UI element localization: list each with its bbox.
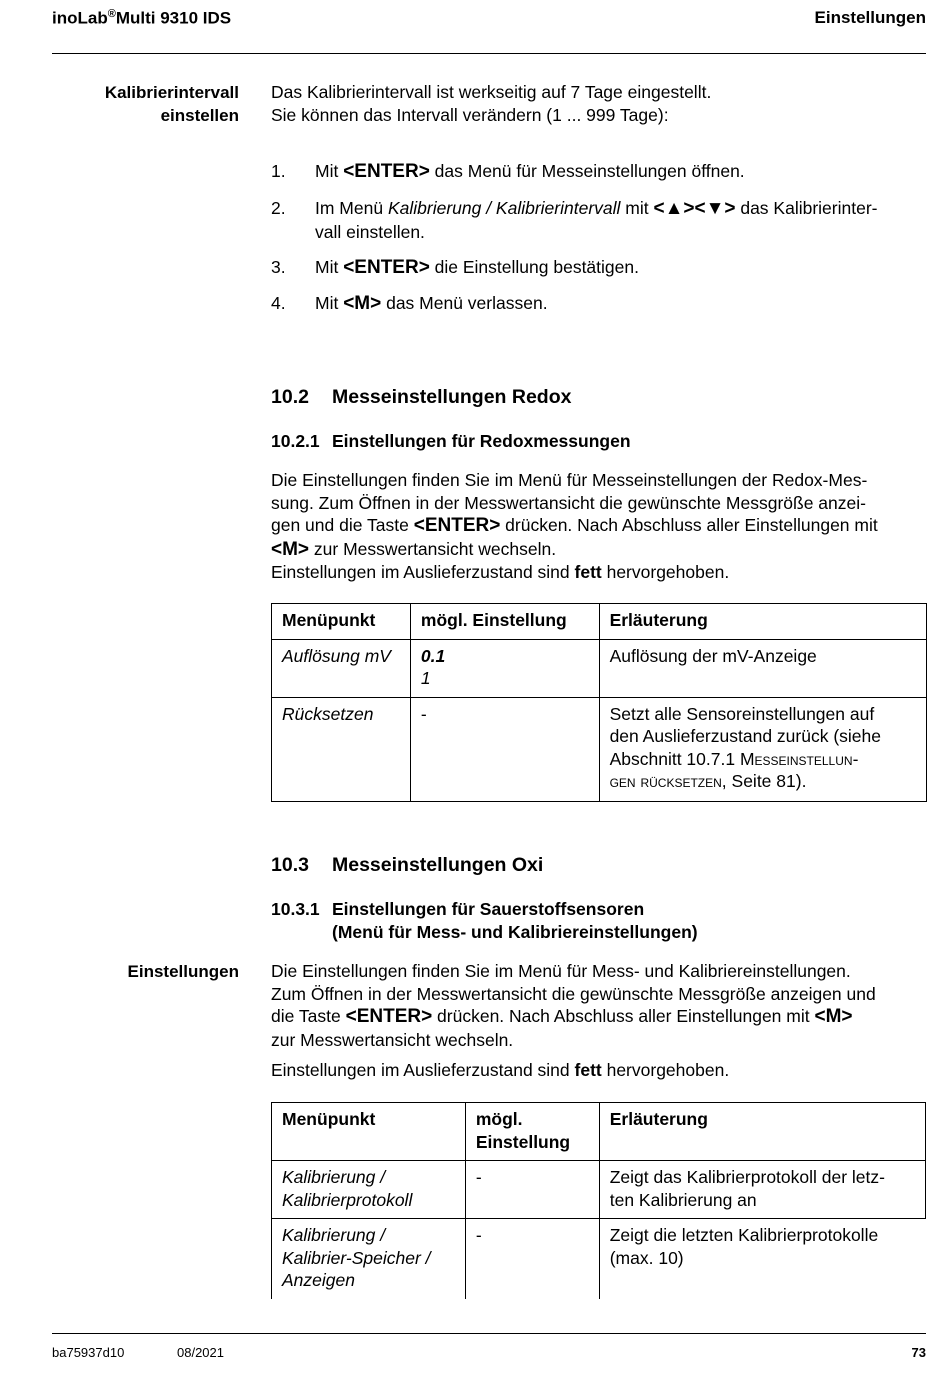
col-header: Menüpunkt	[272, 604, 411, 640]
key-enter: <ENTER>	[343, 257, 430, 278]
side-label-calib-interval: Kalibrierintervall einstellen	[104, 83, 239, 125]
footer-date: 08/2021	[177, 1345, 224, 1360]
menu-item-cell: Rücksetzen	[272, 697, 411, 801]
description-cell: Zeigt das Kalibrierprotokoll der letz- ten Kalibrierung an	[599, 1161, 925, 1219]
menu-item-cell: Kalibrierung / Kalibrierprotokoll	[272, 1161, 466, 1219]
table-row	[272, 1161, 926, 1219]
heading-10-3-1: 10.3.1 Einstellungen für Sauerstoffsensoren (Menü für Mess- und Kalibriereinstellungen)	[271, 899, 698, 942]
col-header: Erläuterung	[599, 604, 926, 640]
menu-item-cell: Kalibrierung / Kalibrier-Speicher / Anzeigen	[272, 1219, 466, 1299]
header-rule	[52, 53, 926, 54]
menu-item-cell: Auflösung mV	[272, 639, 411, 697]
key-enter: <ENTER>	[343, 161, 430, 182]
key-arrows: <▲><▼>	[653, 198, 736, 219]
calib-intro: Das Kalibrierintervall ist werkseitig auf 7 Tage eingestellt. Sie können das Intervall verändern (1 ... 999 Tage):	[271, 82, 712, 125]
col-header: Erläuterung	[599, 1103, 925, 1161]
heading-10-3: 10.3 Messeinstellungen Oxi	[271, 854, 544, 876]
footer-page-number: 73	[911, 1345, 926, 1360]
key-m: <M>	[343, 293, 382, 314]
heading-10-2-1: 10.2.1 Einstellungen für Redoxmessungen	[271, 431, 631, 451]
table-row	[272, 697, 927, 801]
heading-10-2: 10.2 Messeinstellungen Redox	[271, 386, 572, 408]
key-enter: <ENTER>	[345, 1006, 433, 1027]
oxi-intro: Die Einstellungen finden Sie im Menü für Mess- und Kalibriereinstellungen. Zum Öffnen in der Messwertansicht die gewünschte Messgröße anzeigen und die Taste <ENTER> drücken. Nach Abschluss aller Einstellungen mit <M> zur Messwertansicht wechseln. Einstellungen im Auslieferzustand sind fett hervorgehoben.	[271, 961, 876, 1080]
table-row	[272, 1219, 926, 1299]
redox-settings-table	[271, 603, 927, 802]
table-header-row	[272, 604, 927, 640]
table-header-row	[272, 1103, 926, 1161]
col-header: mögl. Einstellung	[410, 604, 599, 640]
description-cell: Zeigt die letzten Kalibrierprotokolle (max. 10)	[599, 1219, 925, 1299]
footer-doc-id: ba75937d10	[52, 1345, 125, 1360]
col-header: Menüpunkt	[272, 1103, 466, 1161]
col-header: mögl. Einstellung	[465, 1103, 599, 1161]
option-cell: 0.1 1	[410, 639, 599, 697]
description-cell: Auflösung der mV-Anzeige	[599, 639, 926, 697]
option-cell: -	[410, 697, 599, 801]
footer-rule	[52, 1333, 926, 1334]
side-label-settings: Einstellungen	[127, 962, 239, 981]
key-m: <M>	[814, 1006, 853, 1027]
oxi-settings-table	[271, 1102, 926, 1299]
redox-intro: Die Einstellungen finden Sie im Menü für Messeinstellungen der Redox-Mes- sung. Zum Öffnen in der Messwertansicht die gewünschte Messgröße anzei- gen und die Taste <ENTER> drücken. Nach Abschluss aller Einstellungen mit <M> zur Messwertansicht wechseln. Einstellungen im Auslieferzustand sind fett hervorgehoben.	[271, 470, 878, 582]
header-product: inoLab®Multi 9310 IDS	[52, 8, 232, 28]
key-m: <M>	[271, 538, 310, 560]
option-cell: -	[465, 1161, 599, 1219]
key-enter: <ENTER>	[413, 515, 501, 536]
option-cell: -	[465, 1219, 599, 1299]
description-cell: Setzt alle Sensoreinstellungen auf den Auslieferzustand zurück (siehe Abschnitt 10.7.1 Messeinstellun- gen rücksetzen, Seite 81).	[599, 697, 926, 801]
table-row	[272, 639, 927, 697]
menu-path: Kalibrierung / Kalibrierintervall	[387, 198, 621, 218]
header-section: Einstellungen	[814, 8, 926, 27]
